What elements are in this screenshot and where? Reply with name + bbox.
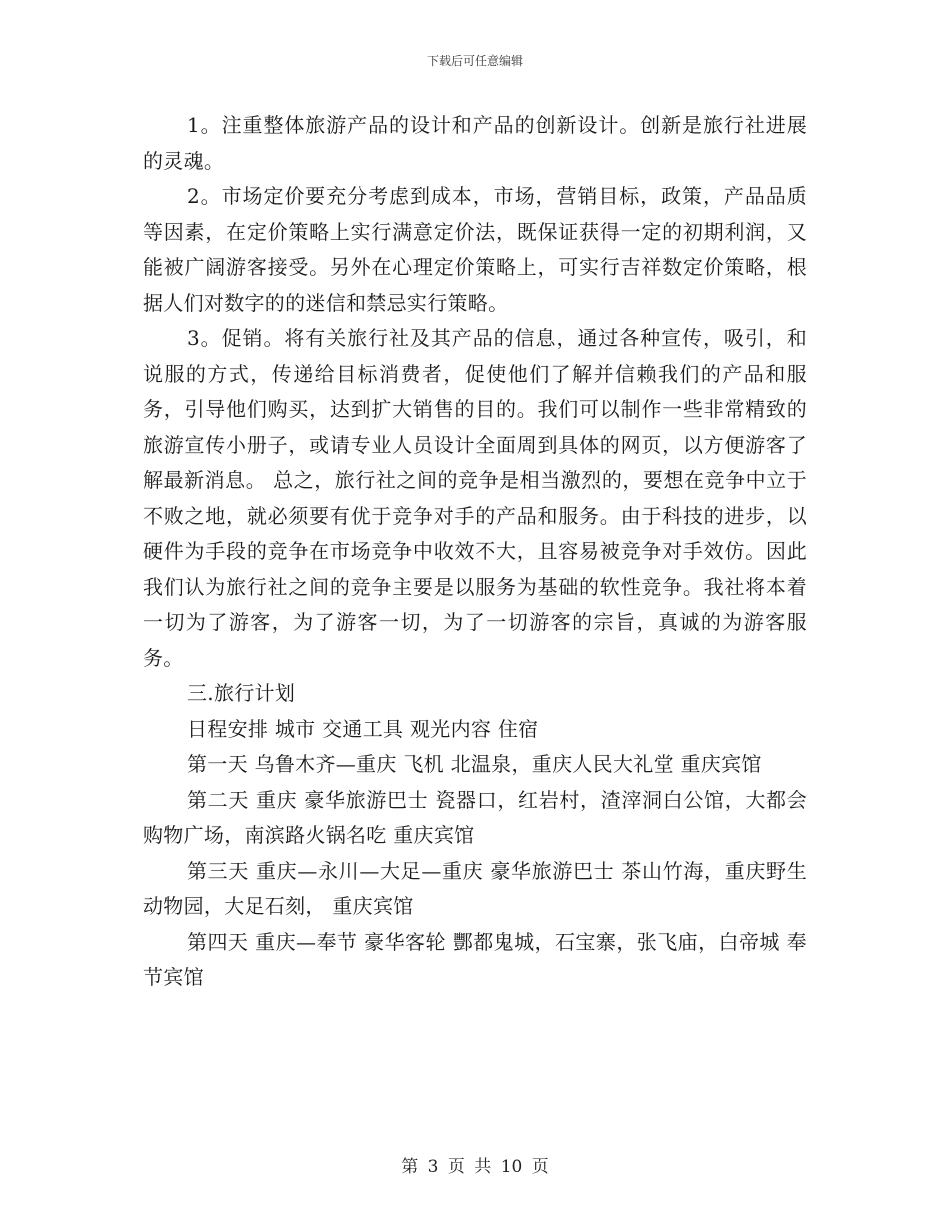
paragraph-product-design: 1。注重整体旅游产品的设计和产品的创新设计。创新是旅行社进展的灵魂。 bbox=[143, 113, 807, 173]
page-number-footer: 第 3 页 共 10 页 bbox=[401, 1157, 549, 1177]
section-heading-travel-plan: 三.旅行计划 bbox=[187, 681, 296, 705]
paragraph-pricing: 2。市场定价要充分考虑到成本，市场，营销目标，政策，产品品质等因素，在定价策略上实行满意定价法，既保证获得一定的初期利润，又能被广阔游客接受。另外在心理定价策略上，可实行吉祥数定价策略，根据人们对数字的的迷信和禁忌实行策略。 bbox=[143, 184, 807, 315]
itinerary-day-2: 第二天 重庆 豪华旅游巴士 瓷器口，红岩村，渣滓洞白公馆，大都会购物广场，南滨路火锅名吃 重庆宾馆 bbox=[143, 787, 807, 847]
paragraph-promotion: 3。促销。将有关旅行社及其产品的信息，通过各种宣传，吸引，和说服的方式，传递给目标消费者，促使他们了解并信赖我们的产品和服务，引导他们购买，达到扩大销售的目的。我们可以制作一些非常精致的旅游宣传小册子，或请专业人员设计全面周到具体的网页，以方便游客了解最新消息。 总之，旅行社之间的竞争是相当激烈的，要想在竞争中立于不败之地，就必须要有优于竞争对手的产品和服务。由于科技的进步，以硬件为手段的竞争在市场竞争中收效不大，且容易被竞争对手效仿。因此我们认为旅行社之间的竞争主要是以服务为基础的软性竞争。我社将本着一切为了游客，为了游客一切，为了一切游客的宗旨，真诚的为游客服务。 bbox=[143, 326, 807, 670]
page-header: 下载后可任意编辑 bbox=[426, 54, 523, 68]
document-body bbox=[143, 108, 807, 996]
itinerary-day-4: 第四天 重庆—奉节 豪华客轮 酆都鬼城，石宝寨，张飞庙，白帝城 奉节宾馆 bbox=[143, 929, 807, 989]
itinerary-day-3: 第三天 重庆—永川—大足—重庆 豪华旅游巴士 茶山竹海，重庆野生动物园，大足石刻， 重庆宾馆 bbox=[143, 858, 807, 918]
itinerary-header-row: 日程安排 城市 交通工具 观光内容 住宿 bbox=[187, 716, 539, 741]
itinerary-day-1: 第一天 乌鲁木齐—重庆 飞机 北温泉，重庆人民大礼堂 重庆宾馆 bbox=[187, 752, 762, 776]
